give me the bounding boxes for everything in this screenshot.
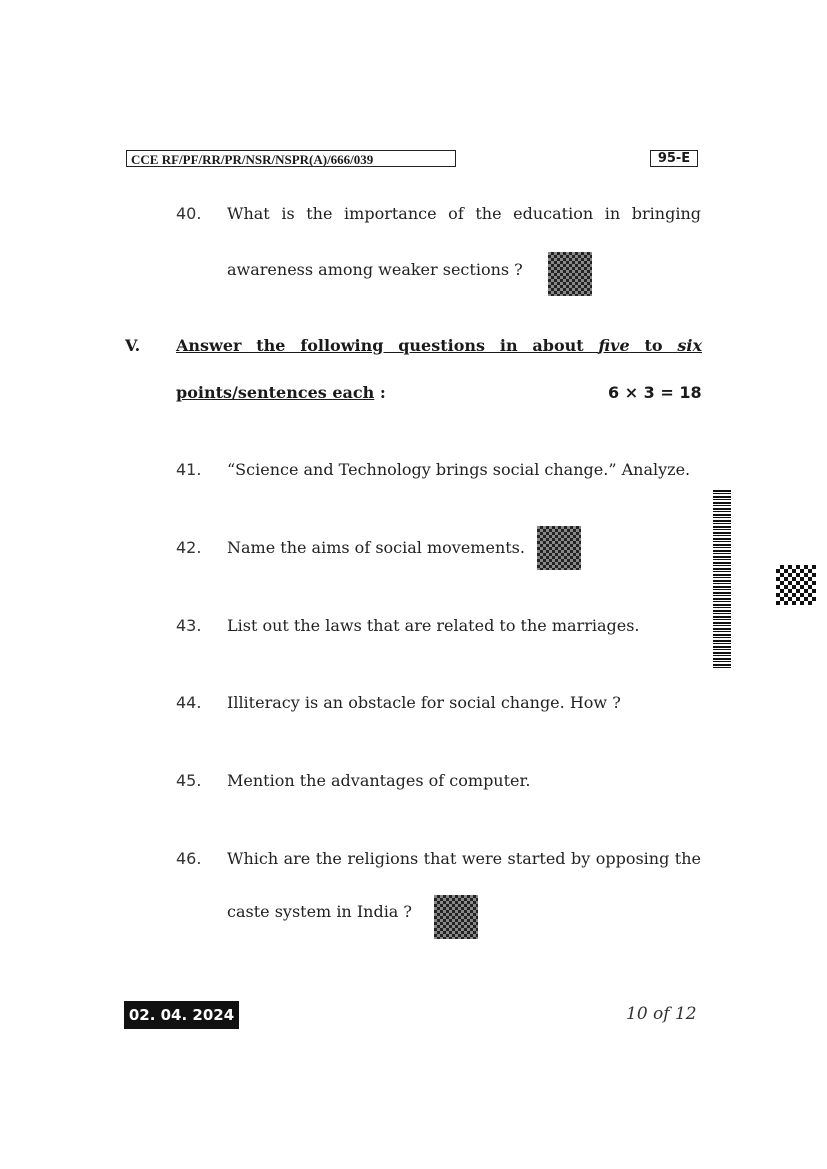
instruction-colon: : bbox=[374, 383, 386, 402]
question-43-text: List out the laws that are related to the marriages. bbox=[227, 616, 640, 635]
question-44-number: 44. bbox=[176, 693, 202, 712]
exam-code-box: CCE RF/PF/RR/PR/NSR/NSPR(A)/666/039 bbox=[126, 150, 456, 167]
question-41-number: 41. bbox=[176, 460, 202, 479]
section-instruction-line2 bbox=[176, 383, 386, 402]
paper-code-box: 95-E bbox=[650, 150, 698, 167]
question-45-text: Mention the advantages of computer. bbox=[227, 771, 531, 790]
question-40-number: 40. bbox=[176, 204, 202, 223]
qr-code-icon bbox=[434, 895, 478, 939]
section-marks: 6 × 3 = 18 bbox=[608, 383, 702, 402]
question-40-line1: What is the importance of the education in bringing bbox=[227, 204, 701, 223]
question-46-number: 46. bbox=[176, 849, 202, 868]
question-40-line2: awareness among weaker sections ? bbox=[227, 260, 523, 279]
question-42-text: Name the aims of social movements. bbox=[227, 538, 525, 557]
instruction-six: six bbox=[677, 336, 702, 355]
question-42-number: 42. bbox=[176, 538, 202, 557]
exam-date-badge: 02. 04. 2024 bbox=[124, 1001, 239, 1029]
instruction-part-c: to bbox=[629, 336, 678, 355]
question-46-line2: caste system in India ? bbox=[227, 902, 413, 921]
barcode-icon bbox=[713, 490, 731, 670]
qr-code-icon bbox=[537, 526, 581, 570]
question-45-number: 45. bbox=[176, 771, 202, 790]
question-44-text: Illiteracy is an obstacle for social change. How ? bbox=[227, 693, 621, 712]
page-number: 10 of 12 bbox=[626, 1004, 697, 1024]
side-qr-code-icon bbox=[776, 565, 816, 605]
qr-code-icon bbox=[548, 252, 592, 296]
question-46-line1: Which are the religions that were started by opposing the bbox=[227, 849, 701, 868]
section-instruction-line1 bbox=[176, 336, 702, 355]
question-41-text: “Science and Technology brings social change.” Analyze. bbox=[227, 460, 691, 479]
instruction-five: five bbox=[598, 336, 630, 355]
section-number: V. bbox=[125, 336, 141, 355]
instruction-part-a: Answer the following questions in about bbox=[176, 336, 599, 355]
question-43-number: 43. bbox=[176, 616, 202, 635]
instruction-points: points/sentences each bbox=[176, 383, 375, 402]
